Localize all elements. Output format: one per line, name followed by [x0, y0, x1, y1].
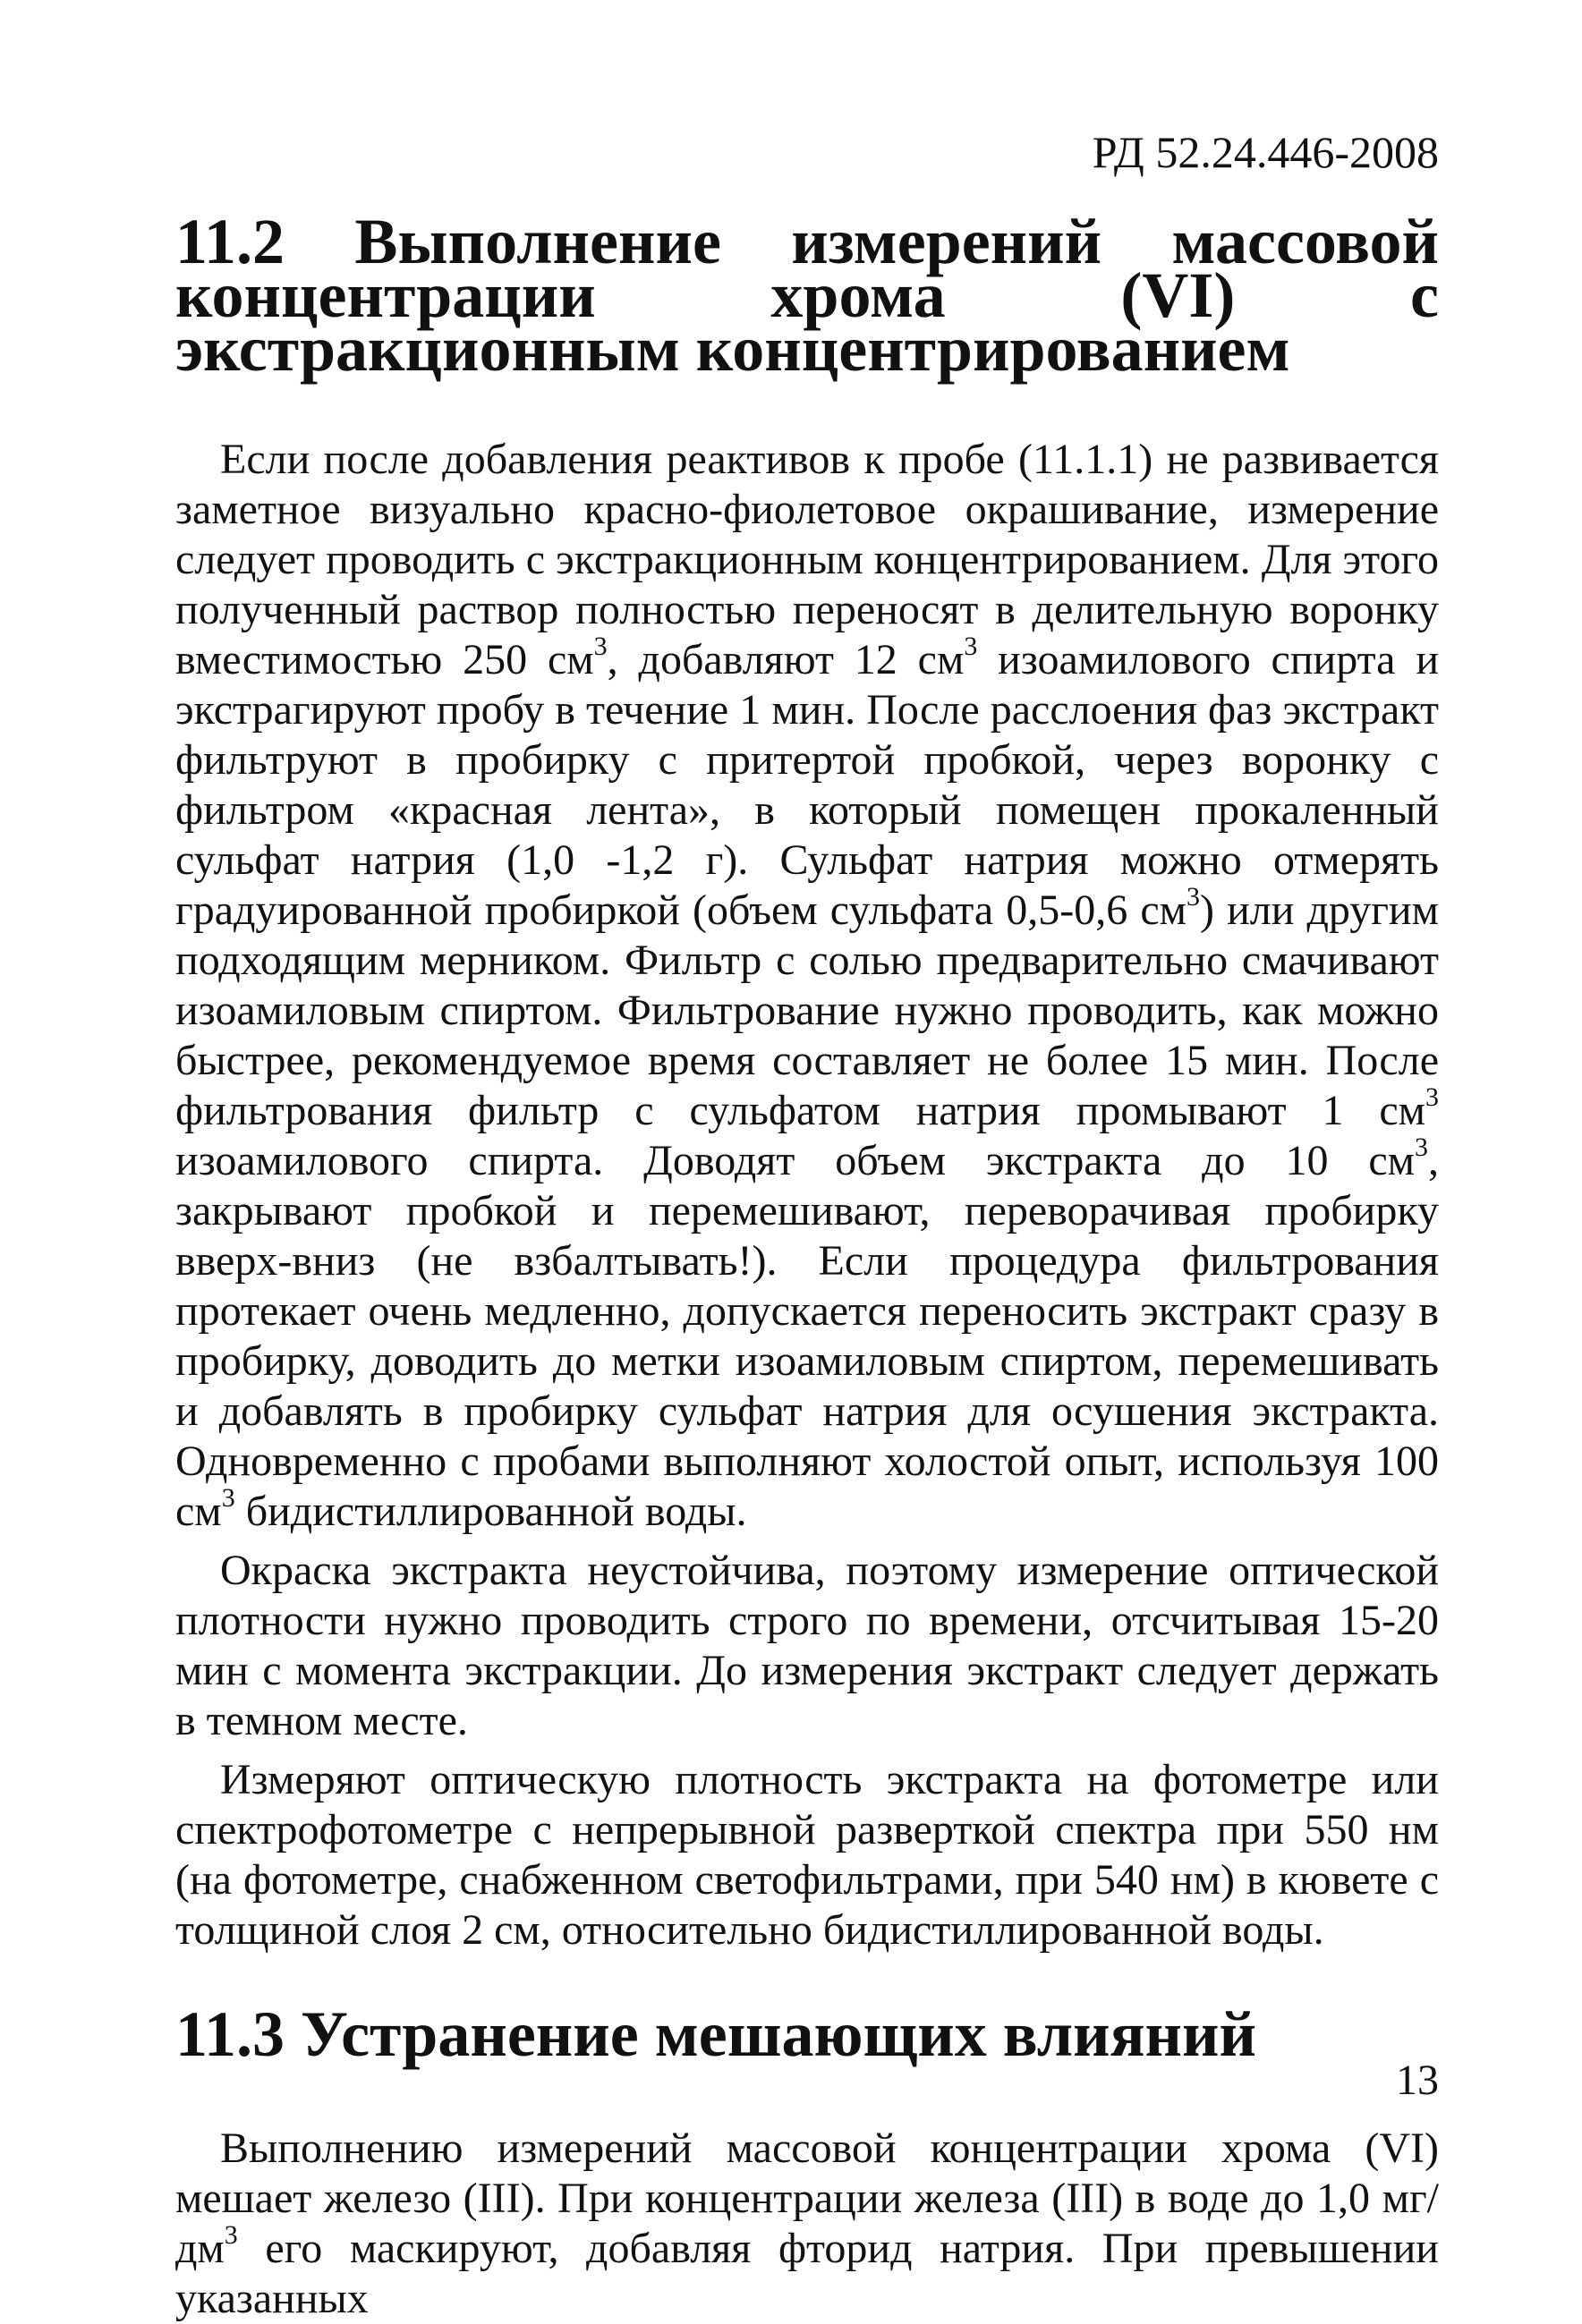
superscript: 3 [224, 2220, 238, 2250]
superscript: 3 [964, 632, 978, 661]
document-code: РД 52.24.446-2008 [1092, 127, 1439, 177]
text-run: ) или другим подходящим мерником. Фильтр с солью предварительно смачивают изоамиловым спиртом. Фильтрование нужно проводить, как можно быстрее, рекомендуемое время составляет не более 15 мин. После фильтрования фильтр с сульфатом натрия промывают 1 см [175, 886, 1439, 1134]
section-11-2-paragraph-1 [175, 435, 1439, 1537]
text-run: Если после добавления реактивов к пробе (11.1.1) не развивается заметное визуально красно-фиолетовое окрашивание, измерение следует проводить с экстракционным концентрированием. Для этого полученный раствор полностью переносят в делительную воронку вместимостью 250 см [175, 436, 1439, 683]
text-run: , добавляют 12 см [607, 636, 965, 683]
section-11-3-title: 11.3 Устранение мешающих влияний [175, 1998, 1257, 2070]
text-run: , закрывают пробкой и перемешивают, переворачивая пробирку вверх-вниз (не взбалтывать!). Если процедура фильтрования протекает очень медленно, допускается переносить экстракт сразу в пробирку, доводить до метки изоамиловым спиртом, перемешивать и добавлять в пробирку сульфат натрия для осушения экстракта. Одновременно с пробами выполняют холостой опыт, используя 100 см [175, 1137, 1439, 1535]
superscript: 3 [1425, 1082, 1439, 1112]
superscript: 3 [1186, 882, 1201, 912]
text-run: Выполнению измерений массовой концентрации хрома (VI) мешает железо (III). При концентрации железа (III) в воде до 1,0 мг/дм [175, 2125, 1439, 2272]
text-run: изоамилового спирта и экстрагируют пробу в течение 1 мин. После расслоения фаз экстракт фильтруют в пробирку с притертой пробкой, через воронку с фильтром «красная лента», в который помещен прокаленный сульфат натрия (1,0 -1,2 г). Сульфат натрия можно отмерять градуированной пробиркой (объем сульфата 0,5-0,6 см [175, 636, 1439, 934]
text-run: его маскируют, добавляя фторид натрия. При превышении указанных [175, 2225, 1439, 2322]
page-number: 13 [1396, 2057, 1439, 2104]
section-11-3-paragraph-1 [175, 2124, 1439, 2324]
section-11-2-title: 11.2 Выполнение измерений массовой концентрации хрома (VI) с экстракционным концентрированием [175, 206, 1439, 385]
superscript: 3 [1415, 1132, 1428, 1162]
section-11-2-paragraph-3: Измеряют оптическую плотность экстракта на фотометре или спектрофотометре с непрерывной разверткой спектра при 550 нм (на фотометре, снабженном светофильтрами, при 540 нм) в кювете с толщиной слоя 2 см, относительно бидистиллированной воды. [175, 1756, 1439, 1954]
text-run: бидистиллированной воды. [234, 1488, 747, 1535]
superscript: 3 [221, 1483, 235, 1513]
superscript: 3 [593, 632, 608, 661]
text-run: изоамилового спирта. Доводят объем экстракта до 10 см [175, 1137, 1415, 1184]
page-content [175, 206, 1439, 2324]
section-11-2-paragraph-2: Окраска экстракта неустойчива, поэтому измерение оптической плотности нужно проводить строго по времени, отсчитывая 15-20 мин с момента экстракции. До измерения экстракт следует держать в темном месте. [175, 1547, 1439, 1744]
